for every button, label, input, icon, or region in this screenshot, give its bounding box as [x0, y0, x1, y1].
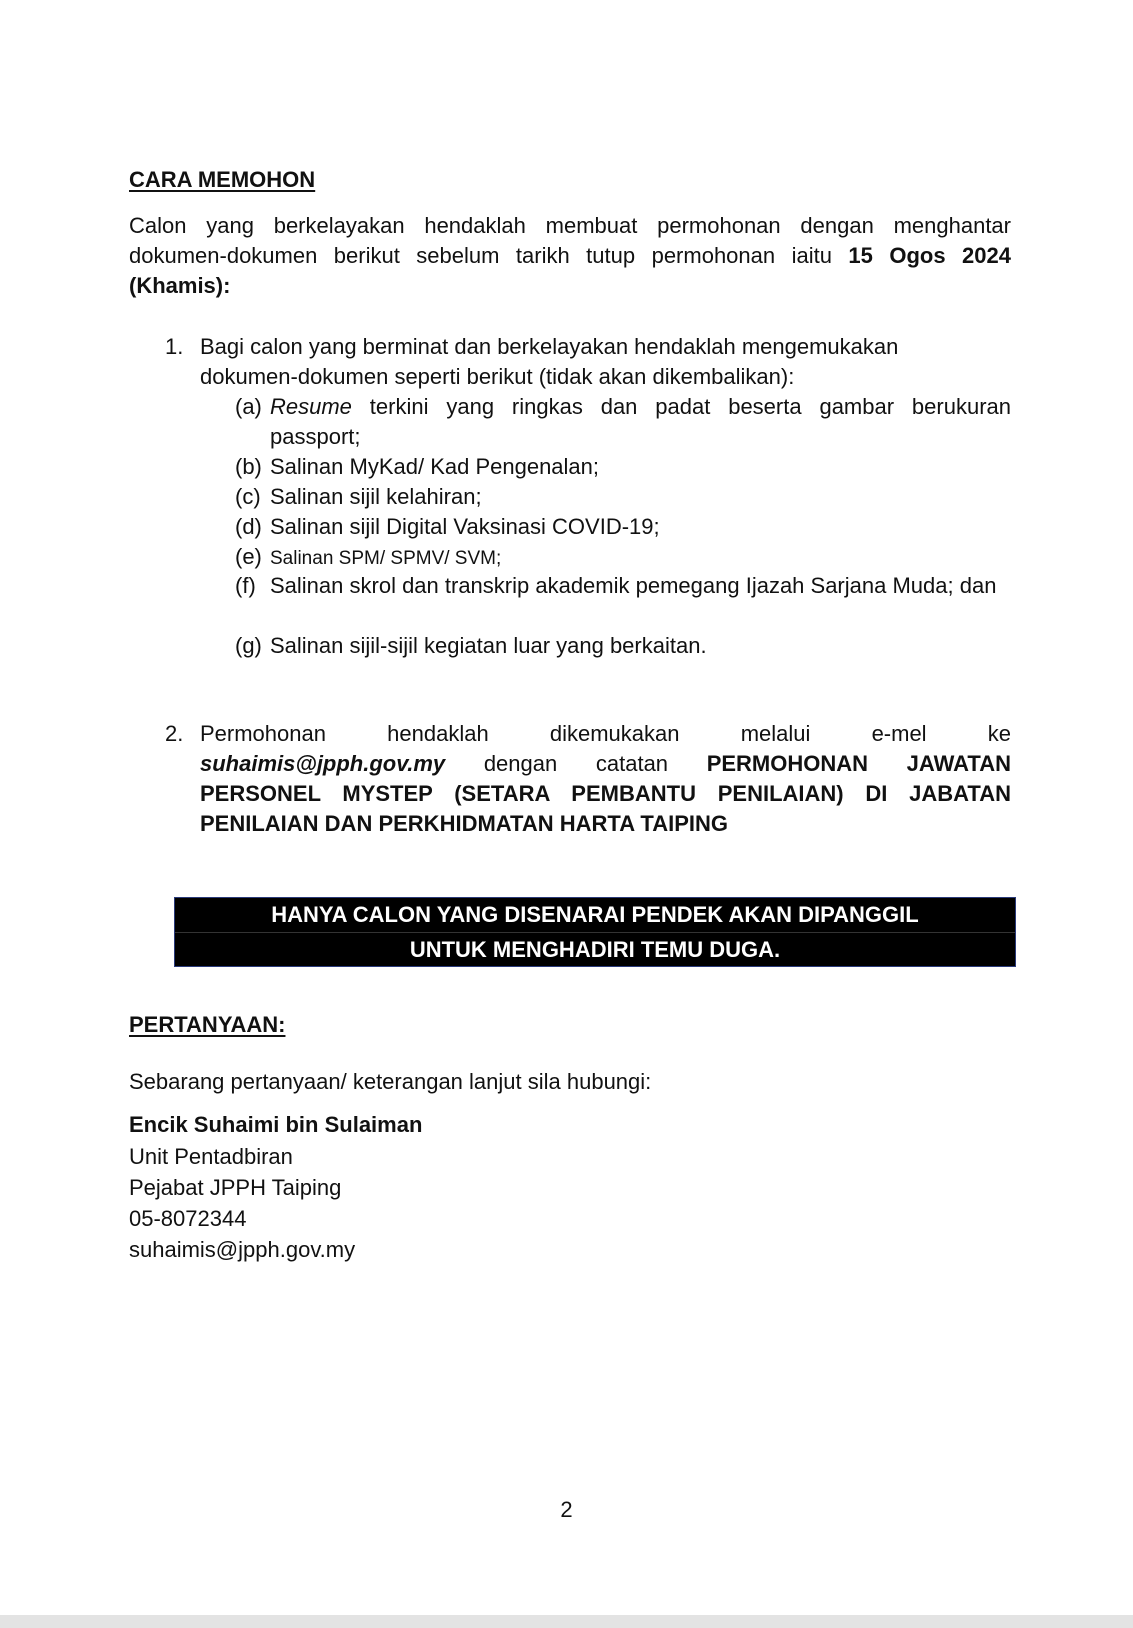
- subitem-g-label: (g): [235, 633, 262, 658]
- item-2-word-melalui: melalui: [740, 721, 811, 746]
- subitem-a: [235, 392, 1011, 452]
- item-2-word-emel: e-mel: [871, 721, 927, 746]
- intro-text: Calon yang berkelayakan hendaklah membuat permohonan dengan menghantar dokumen-dokumen berikut sebelum tarikh tutup permohonan iaitu: [129, 213, 1011, 268]
- subitem-e-text: Salinan SPM/ SPMV/ SVM;: [270, 548, 502, 569]
- subitem-d-label: (d): [235, 514, 262, 539]
- contact-unit: Unit Pentadbiran: [129, 1144, 293, 1169]
- subitem-c-text: Salinan sijil kelahiran;: [270, 484, 482, 509]
- subitem-b-label: (b): [235, 454, 262, 479]
- subitem-f-text: Salinan skrol dan transkrip akademik pemegang Ijazah Sarjana Muda; dan: [270, 573, 997, 598]
- notice-line-2: UNTUK MENGHADIRI TEMU DUGA.: [409, 937, 781, 962]
- item-1-line-2: dokumen-dokumen seperti berikut (tidak akan dikembalikan):: [200, 364, 795, 389]
- item-2-word-catatan: catatan: [595, 751, 669, 776]
- subject-word-permohonan: PERMOHONAN: [706, 751, 869, 776]
- item-2-number: 2.: [165, 721, 184, 746]
- subitem-f-label: (f): [235, 573, 256, 598]
- item-2-line-2: [200, 749, 1011, 779]
- item-2-word-permohonan: Permohonan: [200, 721, 326, 746]
- item-2-word-dikemukakan: dikemukakan: [549, 721, 680, 746]
- item-2-word-dengan: dengan: [483, 751, 558, 776]
- contact-phone: 05-8072344: [129, 1206, 247, 1231]
- contact-name: Encik Suhaimi bin Sulaiman: [129, 1112, 423, 1137]
- subitem-g: [235, 631, 707, 661]
- closing-date: 15 Ogos 2024 (Khamis):: [129, 243, 1011, 298]
- subject-line-3: PENILAIAN DAN PERKHIDMATAN HARTA TAIPING: [200, 811, 728, 836]
- subitem-b: [235, 452, 599, 482]
- notice-box: [174, 897, 1016, 967]
- contact-office: Pejabat JPPH Taiping: [129, 1175, 342, 1200]
- subitem-c: [235, 482, 482, 512]
- subitem-b-text: Salinan MyKad/ Kad Pengenalan;: [270, 454, 600, 479]
- page-bottom-edge: [0, 1615, 1133, 1628]
- item-1-line-1: Bagi calon yang berminat dan berkelayakan hendaklah mengemukakan: [200, 334, 899, 359]
- item-1-number: 1.: [165, 334, 184, 359]
- subitem-a-label: (a): [235, 394, 262, 419]
- subitem-a-text: terkini yang ringkas dan padat beserta gambar berukuran passport;: [270, 394, 1011, 449]
- subitem-f: [235, 571, 1011, 601]
- subitem-c-label: (c): [235, 484, 261, 509]
- subitem-d: [235, 512, 660, 542]
- subitem-e-label: (e): [235, 544, 262, 569]
- notice-line-1: HANYA CALON YANG DISENARAI PENDEK AKAN DIPANGGIL: [175, 898, 1015, 933]
- page-number: 2: [560, 1497, 573, 1522]
- item-2-word-ke: ke: [987, 721, 1011, 746]
- subject-line-2: PERSONEL MYSTEP (SETARA PEMBANTU PENILAIAN) DI JABATAN: [200, 781, 1011, 806]
- contact-email[interactable]: suhaimis@jpph.gov.my: [129, 1237, 356, 1262]
- intro-paragraph: [129, 211, 1011, 301]
- section-heading-cara-memohon: CARA MEMOHON: [129, 167, 316, 192]
- item-2-word-hendaklah: hendaklah: [387, 721, 489, 746]
- item-2-line-1: [200, 719, 1011, 749]
- enquiry-intro: Sebarang pertanyaan/ keterangan lanjut sila hubungi:: [129, 1069, 652, 1094]
- subitem-a-emphasis: Resume: [270, 394, 352, 419]
- application-email[interactable]: suhaimis@jpph.gov.my: [200, 751, 446, 776]
- subitem-d-text: Salinan sijil Digital Vaksinasi COVID-19;: [270, 514, 660, 539]
- section-heading-pertanyaan: PERTANYAAN:: [129, 1012, 286, 1037]
- subitem-g-text: Salinan sijil-sijil kegiatan luar yang berkaitan.: [270, 633, 707, 658]
- subject-word-jawatan: JAWATAN: [906, 751, 1011, 776]
- subitem-e: [235, 542, 501, 574]
